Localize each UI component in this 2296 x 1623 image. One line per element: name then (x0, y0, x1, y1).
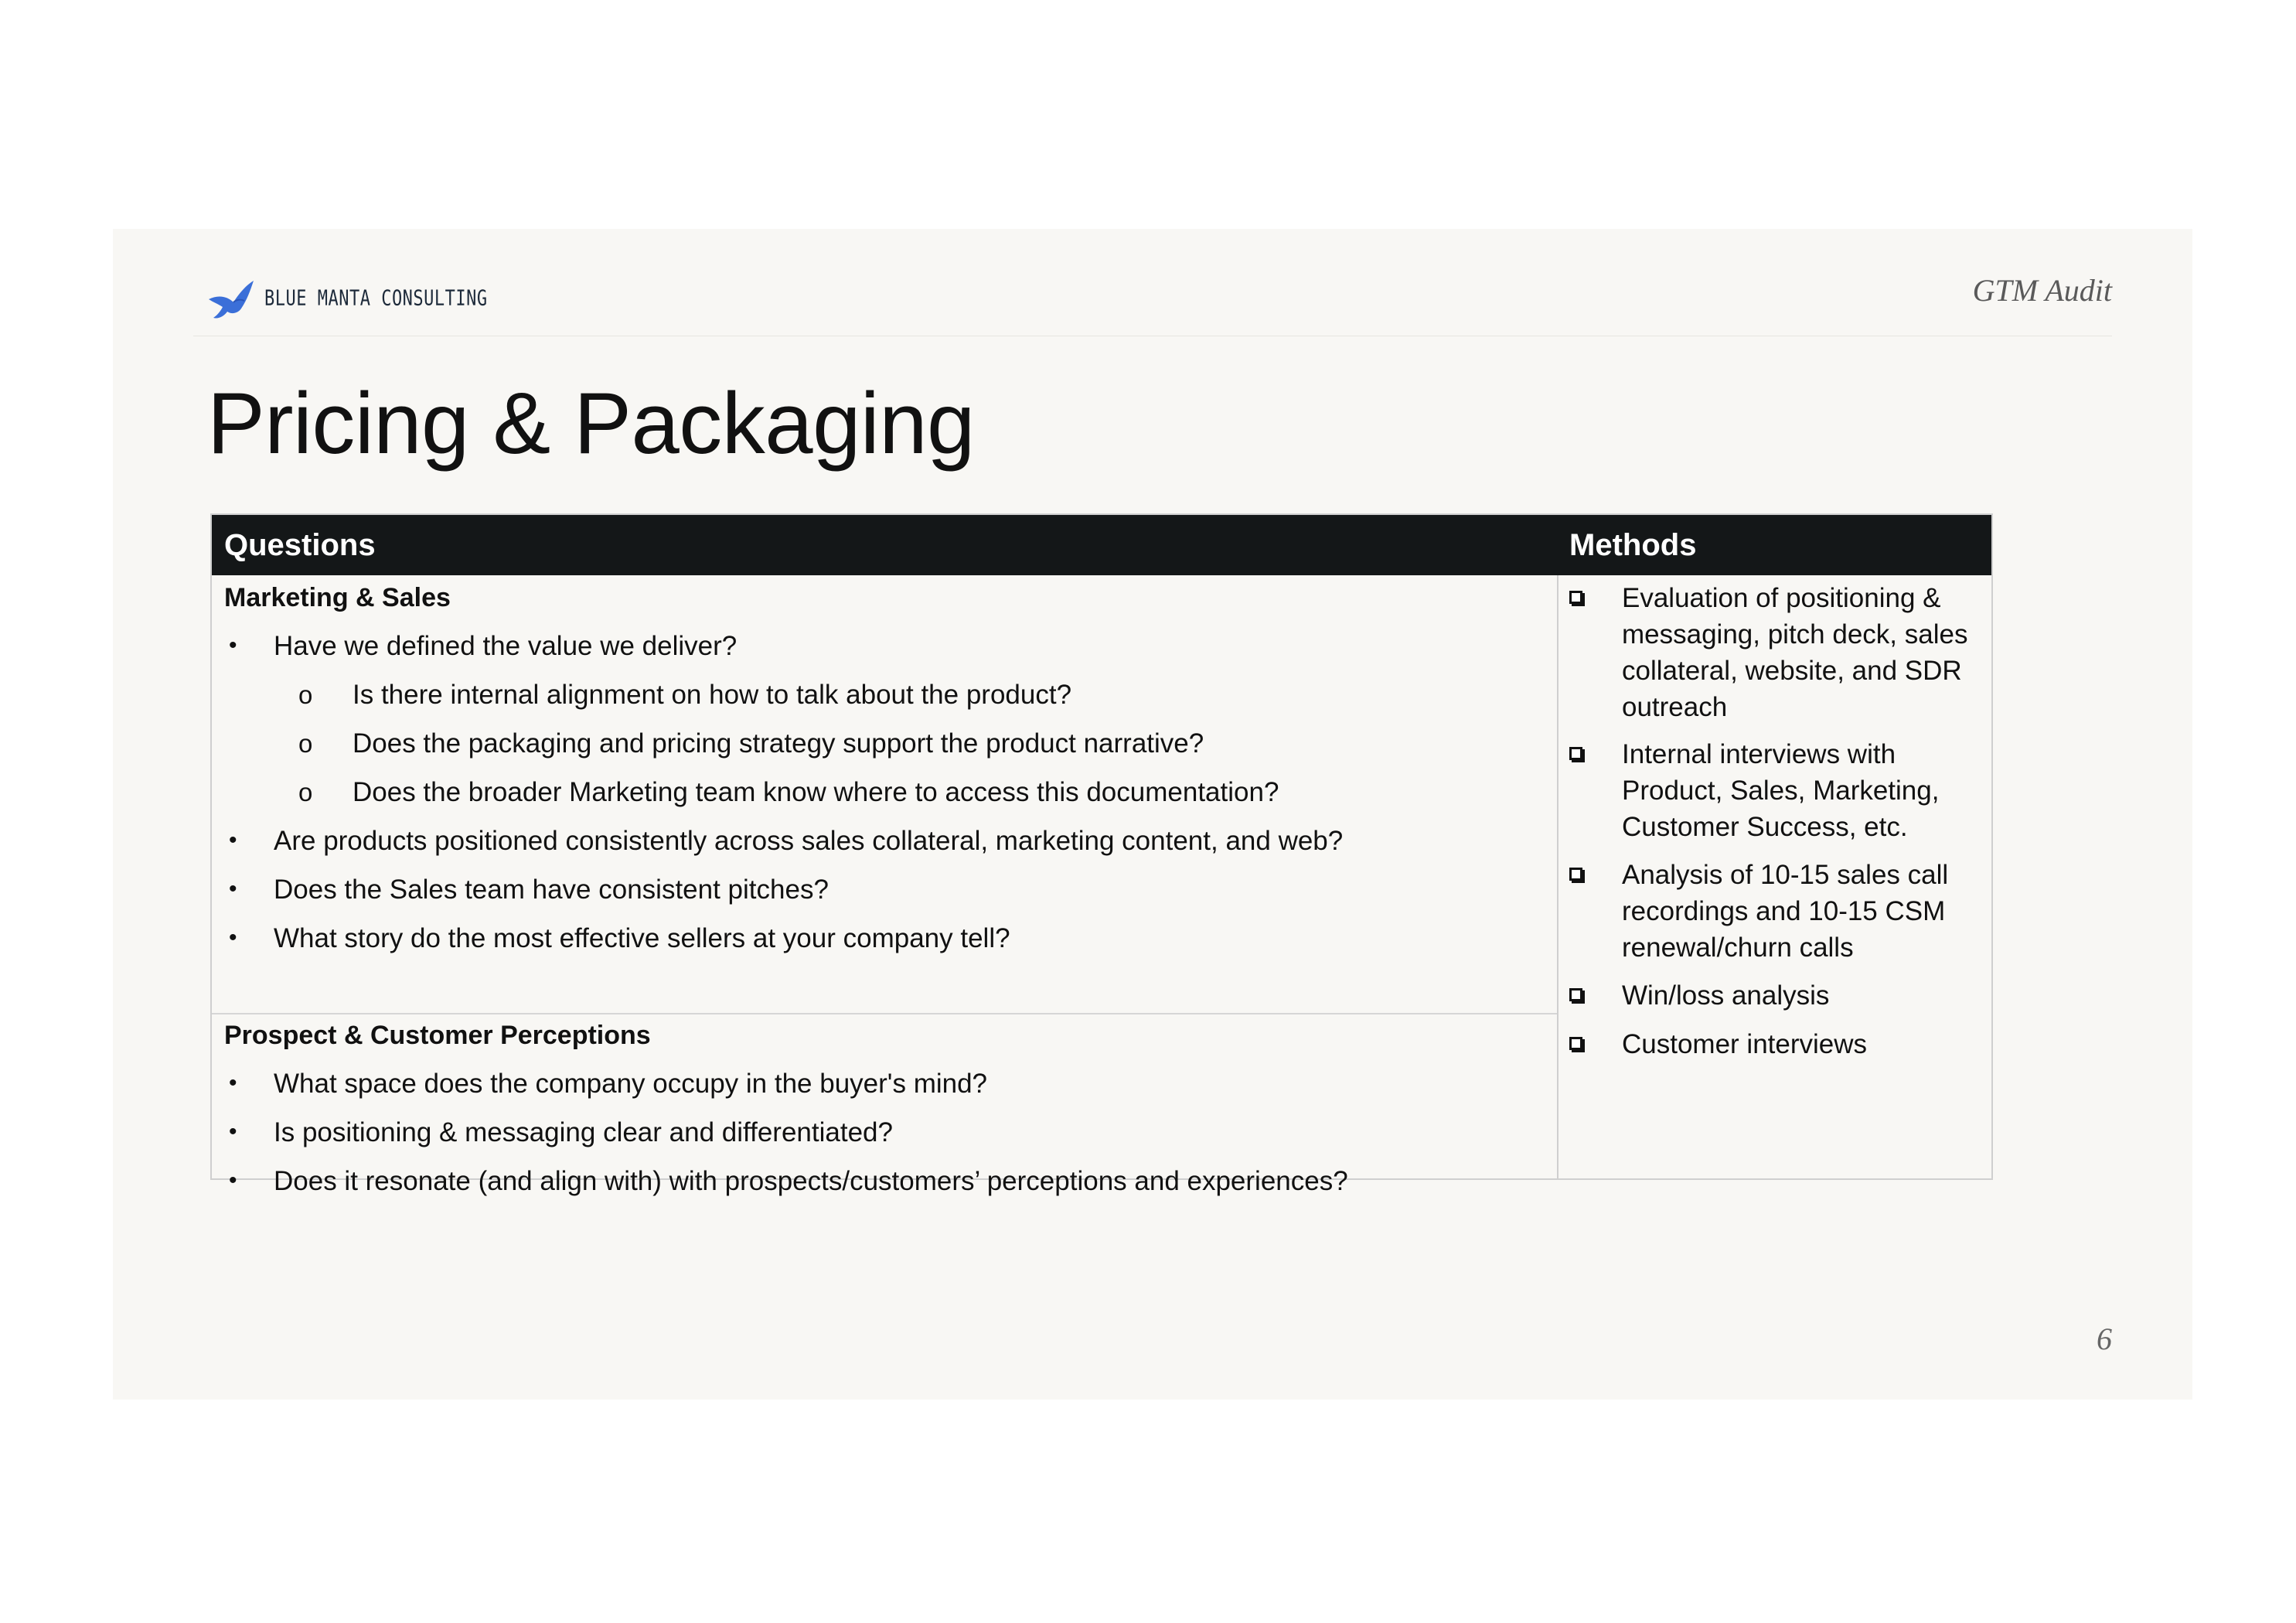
list-item: What space does the company occupy in the buyer's mind? (274, 1069, 988, 1099)
list-item: Does the broader Marketing team know where to access this documentation? (353, 777, 1279, 807)
audit-table (210, 513, 1993, 1196)
list-item: Does the Sales team have consistent pitches? (274, 875, 829, 905)
table-header (212, 515, 1991, 575)
logo-text: BLUE MANTA CONSULTING (264, 286, 488, 311)
checkbox-icon (1569, 747, 1582, 760)
section-divider (212, 1013, 1557, 1014)
sub-bullet: o (298, 680, 313, 709)
bullet: • (229, 876, 237, 902)
bullet: • (229, 827, 237, 853)
method-item: Evaluation of positioning & messaging, pitch deck, sales collateral, website, and SDR outreach (1622, 583, 1968, 722)
method-item: Internal interviews with Product, Sales, Marketing, Customer Success, etc. (1622, 739, 1940, 842)
sub-bullet: o (298, 729, 313, 758)
bullet: • (229, 1168, 237, 1193)
methods-header: Methods (1569, 528, 1697, 562)
page-title: Pricing & Packaging (207, 375, 975, 472)
sub-bullet: o (298, 778, 313, 806)
method-item: Analysis of 10-15 sales call recordings and 10-15 CSM renewal/churn calls (1622, 860, 1949, 963)
checkbox-icon (1569, 988, 1582, 1001)
manta-ray-icon (207, 276, 257, 321)
method-item: Win/loss analysis (1622, 980, 1830, 1011)
deck-title: GTM Audit (1972, 273, 2112, 308)
slide (113, 229, 2192, 1400)
checkbox-icon (1569, 591, 1582, 604)
checkbox-icon (1569, 868, 1582, 881)
page-number: 6 (2097, 1321, 2112, 1356)
list-item: Is there internal alignment on how to talk about the product? (353, 680, 1072, 710)
questions-header: Questions (224, 528, 376, 562)
checkbox-icon (1569, 1037, 1582, 1050)
list-item: What story do the most effective sellers at your company tell? (274, 923, 1010, 953)
bullet: • (229, 925, 237, 950)
bullet: • (229, 1119, 237, 1144)
methods-column (1558, 575, 1991, 1178)
list-item: Are products positioned consistently across sales collateral, marketing content, and web? (274, 826, 1344, 856)
list-item: Does it resonate (and align with) with prospects/customers’ perceptions and experiences? (274, 1166, 1348, 1196)
bullet: • (229, 632, 237, 658)
list-item: Have we defined the value we deliver? (274, 631, 738, 661)
list-item: Does the packaging and pricing strategy support the product narrative? (353, 728, 1204, 759)
method-item: Customer interviews (1622, 1029, 1868, 1059)
section-title-prospect-perceptions: Prospect & Customer Perceptions (224, 1021, 651, 1050)
list-item: Is positioning & messaging clear and differentiated? (274, 1117, 893, 1147)
bullet: • (229, 1070, 237, 1096)
section-title-marketing-sales: Marketing & Sales (224, 583, 451, 612)
company-logo (207, 275, 488, 322)
